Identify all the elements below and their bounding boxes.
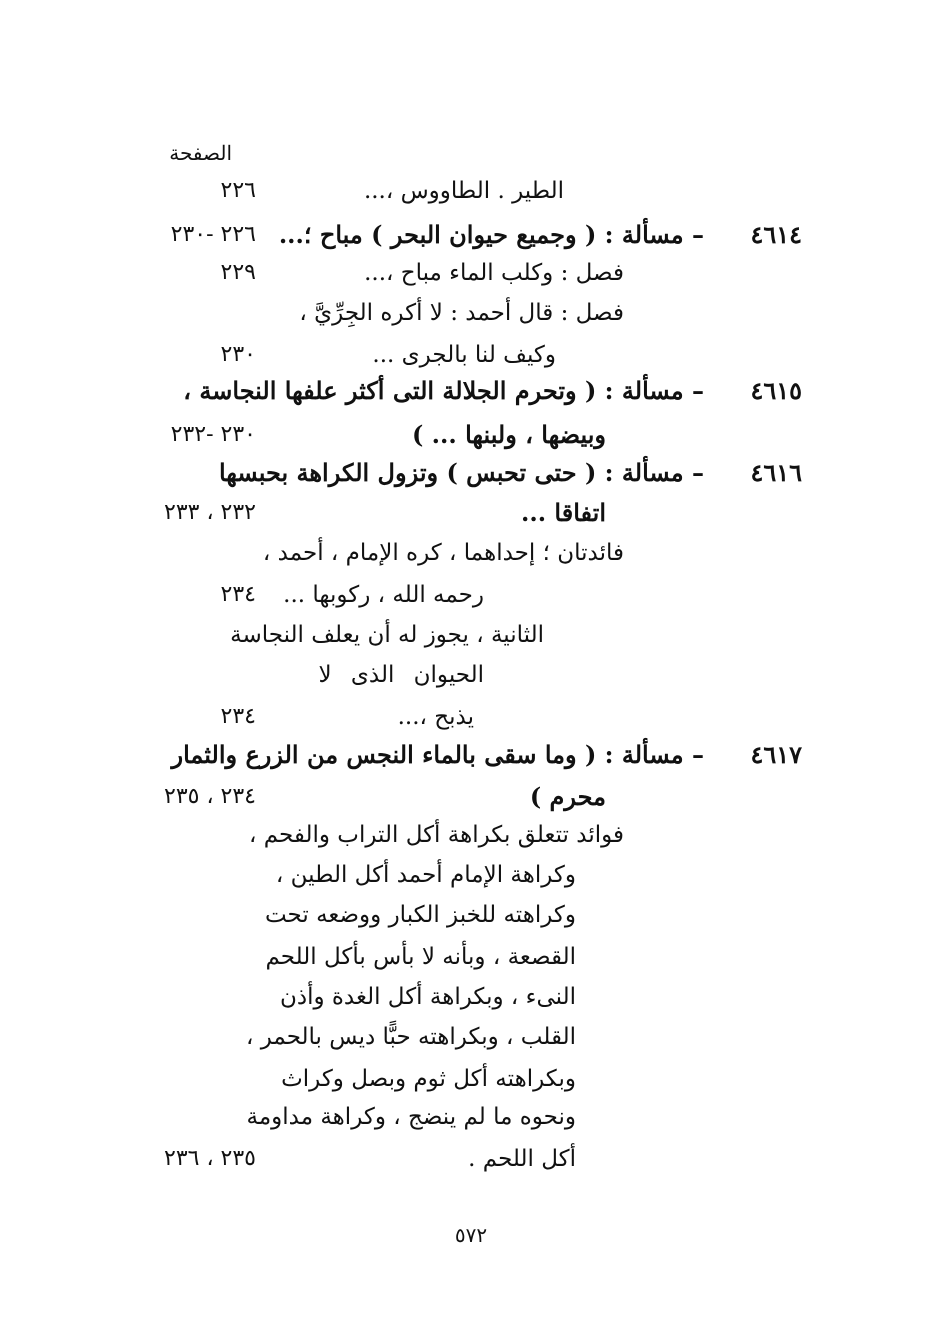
issue-number: ٤٦١٤ [750,220,802,249]
entry-text: فائدتان ؛ إحداهما ، كره الإمام ، أحمد ، [262,540,624,566]
entry-text: وبيضها ، ولبنها ... ) [411,420,606,449]
entry-text: فوائد تتعلق بكراهة أكل التراب والفحم ، [248,822,624,848]
entry-pages: ٢٣٤ [220,582,256,607]
entry-text: فصل : قال أحمد : لا أكره الجِرِّيَّ ، [299,300,624,326]
issue-number: ٤٦١٦ [750,458,802,487]
entry-pages: ٢٣٥ ، ٢٣٦ [164,1146,256,1171]
entry-text: – مسألة : ( وتحرم الجلالة التى أكثر علفها النجاسة ، [183,376,704,405]
entry-text: ونحوه ما لم ينضج ، وكراهة مداومة [246,1104,576,1130]
entry-text: القلب ، وبكراهته حبًّا ديس بالحمر ، [245,1024,576,1050]
entry-text: يذبح ،... [397,704,474,730]
issue-number: ٤٦١٥ [750,376,802,405]
entry-pages: ٢٣٤ [220,704,256,729]
entry-text: محرم ) [529,782,606,811]
entry-pages: ٢٢٦ [220,178,256,203]
entry-text: – مسألة : ( حتى تحبس ) وتزول الكراهة بحبسها [218,458,704,487]
page-column-header: الصفحة [169,141,232,165]
entry-pages: ٢٢٦ -٢٣٠ [170,222,256,247]
entry-text: القصعة ، وبأنه لا بأس بأكل اللحم [265,944,576,970]
entry-text: الثانية ، يجوز له أن يعلف النجاسة [230,622,544,648]
entry-text: وكيف لنا بالجرى ... [372,342,556,368]
entry-text: الحيوان الذى لا [318,662,484,688]
entry-pages: ٢٣٠ [220,342,256,367]
entry-text: – مسألة : ( وما سقى بالماء النجس من الزرع والثمار [171,740,704,769]
entry-text: فصل : وكلب الماء مباح ،... [364,260,624,286]
entry-pages: ٢٣٠ -٢٣٢ [170,422,256,447]
entry-text: وبكراهته أكل ثوم وبصل وكراث [281,1066,576,1092]
entry-text: وكراهة الإمام أحمد أكل الطين ، [275,862,576,888]
entry-pages: ٢٣٢ ، ٢٣٣ [164,500,256,525]
entry-text: الطير . الطاووس ،... [363,178,564,204]
entry-text: النىء ، وبكراهة أكل الغدة وأذن [279,984,576,1010]
entry-text: – مسألة : ( وجميع حيوان البحر ) مباح ؛... [278,220,704,249]
entry-pages: ٢٣٤ ، ٢٣٥ [164,784,256,809]
issue-number: ٤٦١٧ [750,740,802,769]
entry-text: وكراهته للخبز الكبار ووضعه تحت [264,902,576,928]
page-number: ٥٧٢ [454,1223,488,1247]
entry-text: أكل اللحم . [468,1146,576,1172]
entry-text: رحمه الله ، ركوبها ... [283,582,484,608]
entry-pages: ٢٢٩ [220,260,256,285]
entry-text: اتفاقا ... [520,498,606,527]
